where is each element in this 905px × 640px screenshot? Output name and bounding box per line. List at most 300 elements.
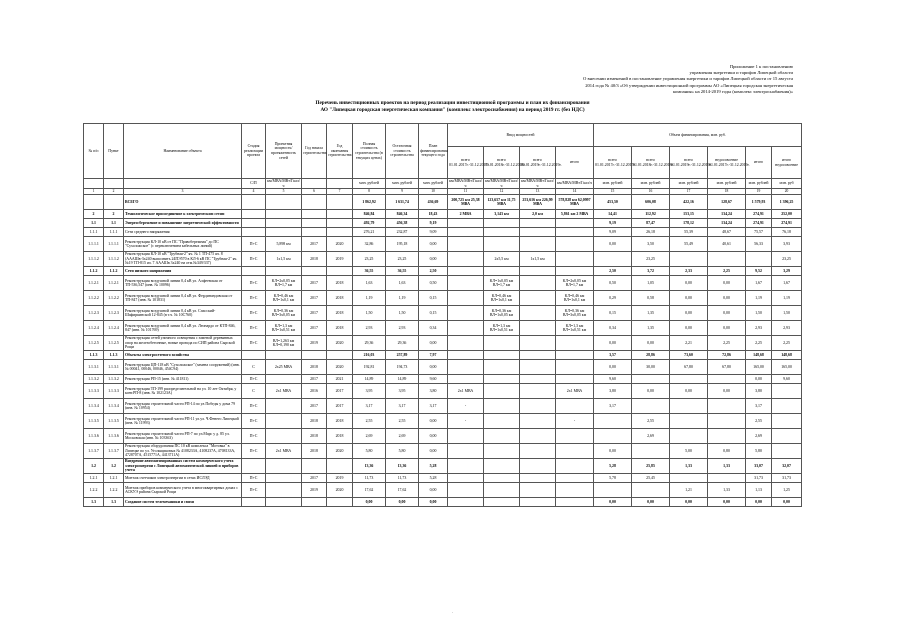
table-cell: 14,41 — [594, 210, 632, 219]
unit-cell: млн. рублей — [386, 179, 419, 189]
table-cell: 2,69 — [353, 429, 386, 444]
table-cell: 1.1 — [104, 219, 124, 228]
table-cell: 2018 — [327, 306, 353, 321]
table-cell: 2,0 км — [520, 210, 556, 219]
table-cell: П+С — [242, 444, 266, 459]
object-name-cell: Монтаж счетчиков электроэнергии в сетях ИСЛЭД — [124, 474, 242, 483]
table-cell: 2020 — [327, 483, 353, 498]
table-header — [84, 124, 802, 195]
table-row — [84, 267, 802, 276]
table-cell: 1.1.1.2 — [84, 252, 104, 267]
column-number-cell: 20 — [772, 189, 802, 195]
table-cell: 2,69 — [632, 429, 670, 444]
header-cell: всего 01.01.2017г.-31.12.2017г. — [594, 147, 632, 179]
table-cell: 2,93 — [746, 321, 772, 336]
table-cell: 1,33 — [708, 459, 746, 474]
unit-cell: млн. рублей — [632, 179, 670, 189]
header-cell: итого — [746, 147, 772, 179]
table-cell — [594, 414, 632, 429]
table-cell: 148,68 — [772, 351, 802, 360]
table-cell: 67,80 — [670, 360, 708, 375]
table-cell: 2,55 — [353, 414, 386, 429]
table-cell — [484, 375, 520, 384]
column-number-cell: 5 — [266, 189, 302, 195]
table-cell: 23,25 — [386, 252, 419, 267]
table-cell: П+С — [242, 252, 266, 267]
table-cell — [556, 267, 594, 276]
table-cell: 1,13 — [746, 483, 772, 498]
table-cell — [266, 219, 302, 228]
table-cell: 0,00 — [594, 444, 632, 459]
table-cell — [520, 219, 556, 228]
table-cell: 2017 — [302, 276, 327, 291]
table-cell: 195,18 — [386, 237, 419, 252]
table-cell — [520, 321, 556, 336]
table-cell: 0,58 — [632, 291, 670, 306]
table-cell: 257,89 — [386, 351, 419, 360]
table-cell: 1.1.3.6 — [104, 429, 124, 444]
table-cell — [266, 459, 302, 474]
table-cell: 274,91 — [772, 219, 802, 228]
table-cell: 1.1.1.2 — [104, 252, 124, 267]
table-cell: 1.1.2.1 — [84, 276, 104, 291]
table-cell — [556, 459, 594, 474]
table-cell: 2,33 — [670, 267, 708, 276]
table-cell: 23,25 — [632, 252, 670, 267]
table-cell: 2 — [84, 210, 104, 219]
table-cell — [520, 498, 556, 507]
table-cell: - — [448, 399, 484, 414]
table-cell: 1.1.3.5 — [84, 414, 104, 429]
table-row — [84, 237, 802, 252]
table-cell — [448, 360, 484, 375]
table-cell: 0,50 — [419, 276, 448, 291]
table-cell — [448, 276, 484, 291]
table-cell: 0,00 — [708, 498, 746, 507]
table-cell: 75,57 — [746, 228, 772, 237]
header-cell: недоосвоение 01.01.2017г.-31.12.2019г. — [708, 147, 746, 179]
column-number-cell: 4 — [242, 189, 266, 195]
table-cell — [632, 375, 670, 384]
table-cell — [266, 228, 302, 237]
table-cell: 1,50 — [772, 306, 802, 321]
table-cell — [556, 360, 594, 375]
table-cell: КЛ=0,46 км ВЛ=1x0,1 км — [266, 291, 302, 306]
table-row — [84, 384, 802, 399]
table-cell: 17,62 — [386, 483, 419, 498]
table-cell: 3,17 — [386, 399, 419, 414]
table-cell: 2,50 — [594, 267, 632, 276]
table-cell: 5,80 — [746, 444, 772, 459]
table-cell: 32,86 — [353, 237, 386, 252]
table-cell: 2,25 — [708, 336, 746, 351]
table-cell: 2020 — [327, 360, 353, 375]
table-cell — [670, 414, 708, 429]
table-cell — [746, 252, 772, 267]
table-cell: 0,15 — [594, 306, 632, 321]
table-cell — [520, 375, 556, 384]
table-cell: 3,50 — [632, 237, 670, 252]
table-cell: 5,898 км — [266, 237, 302, 252]
table-row — [84, 252, 802, 267]
table-cell: 3,17 — [594, 399, 632, 414]
table-cell: 0,00 — [670, 276, 708, 291]
table-cell: 3,17 — [746, 399, 772, 414]
table-cell: П+С — [242, 414, 266, 429]
unit-cell: млн. рублей — [419, 179, 448, 189]
table-cell — [520, 267, 556, 276]
unit-cell: км/МВА/МВт/Гкал/ч — [556, 179, 594, 189]
table-cell: 28,86 — [632, 351, 670, 360]
table-cell: 2018 — [302, 444, 327, 459]
table-cell: 1 396,25 — [772, 195, 802, 210]
table-cell — [520, 360, 556, 375]
table-cell: 1 631,74 — [386, 195, 419, 210]
table-cell: 1.3 — [84, 498, 104, 507]
table-cell: КЛ=1,3 км ВЛ=1x0,51 км — [266, 321, 302, 336]
table-cell: 1.1.3.7 — [84, 444, 104, 459]
table-cell: 87,47 — [632, 219, 670, 228]
table-cell: 36,55 — [353, 267, 386, 276]
table-cell: 2018 — [327, 414, 353, 429]
table-cell: 48,67 — [708, 228, 746, 237]
object-name-cell: Реконструкция воздушной линии 0,4 кВ ул. Спасский-Шафиркинской 12-845 (в т.ч. № 10C760) — [124, 306, 242, 321]
appendix-line: О внесении изменений в постановление управления энергетики и тарифов Липецкой области от 15 августа — [582, 76, 793, 82]
table-cell: 32,07 — [772, 459, 802, 474]
table-cell: 1.1.3.2 — [84, 375, 104, 384]
table-cell: 0,00 — [772, 498, 802, 507]
column-number-cell: 12 — [484, 189, 520, 195]
unit-cell: млн. рублей — [670, 179, 708, 189]
table-cell: 2,50 — [419, 267, 448, 276]
column-number-cell: 14 — [556, 189, 594, 195]
table-cell — [327, 351, 353, 360]
table-cell: 40,61 — [708, 237, 746, 252]
table-cell: 1,50 — [386, 306, 419, 321]
table-row — [84, 459, 802, 474]
investment-table-wrapper — [83, 123, 796, 507]
table-cell: 33,07 — [746, 459, 772, 474]
unit-cell: млн. руб — [772, 179, 802, 189]
object-name-cell: Сети низкого напряжения — [124, 267, 242, 276]
table-cell: 3,57 — [594, 351, 632, 360]
table-cell: 2,25 — [708, 267, 746, 276]
table-cell: 1.1.3.5 — [104, 414, 124, 429]
unit-cell — [84, 179, 104, 189]
table-cell — [484, 360, 520, 375]
table-cell: 3,143 км — [484, 210, 520, 219]
table-cell — [484, 414, 520, 429]
table-cell: 11,73 — [386, 474, 419, 483]
header-cell: всего 01.01.2019г.-31.12.2019г. — [520, 147, 556, 179]
table-cell — [327, 219, 353, 228]
table-cell — [302, 498, 327, 507]
table-cell: 2020 — [327, 336, 353, 351]
header-cell: Проектная мощность/протяженность сетей — [266, 124, 302, 179]
column-number-cell: 13 — [520, 189, 556, 195]
table-cell: 0,34 — [419, 321, 448, 336]
table-cell: 0,00 — [632, 384, 670, 399]
table-row — [84, 336, 802, 351]
table-cell: 2018 — [327, 321, 353, 336]
table-cell: - — [556, 414, 594, 429]
unit-cell — [327, 179, 353, 189]
table-cell — [327, 210, 353, 219]
table-cell: 3,17 — [419, 399, 448, 414]
table-cell: 0,00 — [670, 306, 708, 321]
header-cell: План финансирования текущего года — [419, 124, 448, 179]
table-cell: П+С — [242, 375, 266, 384]
table-cell: П+С — [242, 237, 266, 252]
table-cell: 2017 — [302, 306, 327, 321]
table-cell: 55,39 — [670, 228, 708, 237]
table-body — [84, 195, 802, 507]
table-cell: 1 579,93 — [746, 195, 772, 210]
table-cell: 1.1.2.3 — [104, 306, 124, 321]
table-cell: 1.1.3.6 — [84, 429, 104, 444]
table-cell: 1.3 — [104, 498, 124, 507]
table-cell — [484, 384, 520, 399]
table-cell — [484, 351, 520, 360]
table-cell: П+С — [242, 336, 266, 351]
object-name-cell: Реконструкция КЛ-10 кВ "Трубная-2" яч. № 1 ТП-475 яч. 8 (АААШв-3х240 выполнить 24ПЭ570 в КЛ-6 кВ ПС "Трубная-2" яч. №19 ТП-815 яч. 7 АААШв 3х240 на отм.№349/337) — [124, 252, 242, 267]
table-cell: 2,25 — [772, 336, 802, 351]
table-cell: 0,80 — [708, 444, 746, 459]
table-cell: 2019 — [327, 474, 353, 483]
table-cell: 1,33 — [708, 483, 746, 498]
appendix-line: управления энергетики и тарифов Липецкой области — [689, 70, 793, 76]
table-cell: 30,00 — [632, 360, 670, 375]
unit-cell: млн. рублей — [594, 179, 632, 189]
object-name-cell: Реконструкция РП-15 (инв. № 411811) — [124, 375, 242, 384]
table-cell: 0,00 — [670, 498, 708, 507]
table-cell: 846,34 — [386, 210, 419, 219]
table-cell — [670, 252, 708, 267]
table-cell — [520, 228, 556, 237]
table-cell: 200,725 км 25,38 МВА — [448, 195, 484, 210]
header-cell: Наименование объекта — [124, 124, 242, 179]
object-name-cell: Внедрение автоматизированных систем коммерческого учета электроэнергии с Липецкой автоматической линией и приборов учета — [124, 459, 242, 474]
table-cell: 1.1.1.1 — [104, 237, 124, 252]
table-cell: 5,78 — [594, 474, 632, 483]
table-cell: 0,00 — [594, 336, 632, 351]
table-cell — [772, 414, 802, 429]
table-cell — [448, 306, 484, 321]
table-cell: 1.2 — [104, 459, 124, 474]
table-cell: 165,00 — [746, 360, 772, 375]
table-cell: 1,50 — [353, 306, 386, 321]
table-cell: 2 — [104, 210, 124, 219]
table-cell: 3,72 — [632, 267, 670, 276]
table-cell: 29,36 — [353, 336, 386, 351]
object-name-cell: Реконструкция строительной части РП-14 по ул.Победы у дома 79 (инв. № 10954) — [124, 399, 242, 414]
table-cell: 5,28 — [594, 459, 632, 474]
table-cell — [448, 498, 484, 507]
header-cell: всего 01.01.2017г.-31.12.2017г. — [448, 147, 484, 179]
table-cell — [772, 399, 802, 414]
header-cell: Остаточная стоимость строительства — [386, 124, 419, 179]
object-name-cell: Реконструкция строительной части РП-7 по ул.Марс у д. 85 ул. Московская (инв. № 103363) — [124, 429, 242, 444]
table-cell: 0,00 — [746, 375, 772, 384]
table-row — [84, 399, 802, 414]
table-cell: 5,80 — [386, 444, 419, 459]
column-number-cell: 3 — [124, 189, 242, 195]
table-cell: 3,29 — [772, 267, 802, 276]
table-cell: 1.1.3.4 — [104, 399, 124, 414]
column-number-cell: 11 — [448, 189, 484, 195]
object-name-cell: Реконструкция воздушной линии 0,4 кВ ул. Алфеевская от ТП-536,547 (инв. № 10096) — [124, 276, 242, 291]
table-cell: 5,80 — [353, 444, 386, 459]
table-cell — [484, 429, 520, 444]
table-cell: 13,36 — [386, 459, 419, 474]
table-cell: 2019 — [302, 483, 327, 498]
object-name-cell: Монтаж приборов коммерческого учета в многоквартирных домах с АСКУЭ района Сырской Рощи — [124, 483, 242, 498]
table-cell — [484, 336, 520, 351]
table-cell: 0,34 — [594, 321, 632, 336]
table-cell: 0,15 — [419, 291, 448, 306]
table-cell: 134,24 — [708, 219, 746, 228]
table-cell: 1,19 — [772, 291, 802, 306]
object-name-cell: ВСЕГО — [124, 195, 242, 210]
table-cell: 436,69 — [419, 195, 448, 210]
table-cell: 1.1.2.4 — [84, 321, 104, 336]
table-cell: 2,55 — [632, 414, 670, 429]
unit-cell: млн. рублей — [353, 179, 386, 189]
table-cell — [556, 429, 594, 444]
table-cell: 2 МВА — [448, 210, 484, 219]
table-cell: П+С — [242, 306, 266, 321]
unit-cell: км/МВА/МВт/Гкал/ч — [449, 179, 482, 188]
table-cell: 2017 — [302, 375, 327, 384]
table-cell: 0,00 — [632, 498, 670, 507]
table-cell — [484, 237, 520, 252]
table-row — [84, 306, 802, 321]
table-cell: 0,00 — [670, 384, 708, 399]
table-cell: 0,15 — [419, 306, 448, 321]
table-cell — [632, 444, 670, 459]
table-cell: 2018 — [327, 291, 353, 306]
table-cell: 9,60 — [419, 375, 448, 384]
table-cell — [84, 195, 104, 210]
table-cell: 5,28 — [419, 459, 448, 474]
table-cell: 3,80 — [419, 384, 448, 399]
table-cell — [302, 459, 327, 474]
group-header-finance: Объем финансирования, млн. руб. — [594, 124, 802, 147]
title-line-2: АО "Липецкая городская энергетическая компания" (комплекс электроснабжения) на период 2019 гг. (без НДС) — [320, 107, 585, 113]
table-cell: 456,38 — [386, 219, 419, 228]
table-cell: 0,00 — [419, 444, 448, 459]
table-cell: 0,00 — [708, 306, 746, 321]
table-cell: 2x1 МВА — [266, 444, 302, 459]
table-cell — [772, 444, 802, 459]
table-cell: 5,28 — [419, 474, 448, 483]
unit-cell — [124, 179, 242, 189]
table-cell: 1.1.2.1 — [104, 276, 124, 291]
column-number-cell: 7 — [327, 189, 353, 195]
table-cell — [448, 444, 484, 459]
column-number-cell: 6 — [302, 189, 327, 195]
table-cell: 72,86 — [708, 351, 746, 360]
unit-cell: млн. рублей — [708, 179, 746, 189]
table-cell: С — [242, 360, 266, 375]
header-row-group — [84, 124, 802, 147]
appendix-line: компания» на 2014-2019 годы (комплекс электроснабжения)» — [673, 88, 793, 94]
table-cell: 216,03 — [353, 351, 386, 360]
table-cell: 2016 — [302, 384, 327, 399]
table-cell: 55,49 — [670, 237, 708, 252]
table-cell: 0,00 — [594, 360, 632, 375]
table-cell: 0,00 — [419, 483, 448, 498]
table-cell — [448, 228, 484, 237]
table-cell — [520, 474, 556, 483]
table-cell: 3,17 — [353, 399, 386, 414]
table-cell: 2,55 — [746, 414, 772, 429]
table-cell: 2018 — [327, 276, 353, 291]
table-cell — [266, 498, 302, 507]
object-name-cell: Реконструкция ТП-199 распределительной на ул. 10 лет Октября, у конт.РП-8 (инв. № 102123А) — [124, 384, 242, 399]
table-cell: 1.1.2.4 — [104, 321, 124, 336]
header-cell: Стадия реализации проекта — [242, 124, 266, 179]
table-cell — [670, 474, 708, 483]
table-cell — [520, 237, 556, 252]
table-cell: 1,50 — [746, 306, 772, 321]
table-cell — [266, 210, 302, 219]
table-cell: П+С — [242, 483, 266, 498]
header-cell: Пункт — [104, 124, 124, 179]
table-cell: 1.1.3 — [84, 351, 104, 360]
object-name-cell: Технологическое присоединение к электрическим сетям — [124, 210, 242, 219]
table-cell: КЛ=0,46 км ВЛ=1x0,1 км — [556, 291, 594, 306]
column-number-cell: 10 — [419, 189, 448, 195]
header-cell: итого недоосвоение — [772, 147, 802, 179]
object-name-cell: Энергосбережение и повышение энергетической эффективности — [124, 219, 242, 228]
table-cell: 1.2 — [84, 459, 104, 474]
table-cell: 13,36 — [353, 459, 386, 474]
table-cell: 2x1 МВА — [448, 384, 484, 399]
column-number-cell: 15 — [594, 189, 632, 195]
table-cell — [670, 375, 708, 384]
table-cell — [448, 429, 484, 444]
table-cell — [520, 459, 556, 474]
table-cell — [670, 429, 708, 444]
table-cell — [484, 399, 520, 414]
table-cell: 1.1.1.1 — [84, 237, 104, 252]
table-cell: 14,89 — [353, 375, 386, 384]
table-cell — [708, 252, 746, 267]
table-cell — [302, 228, 327, 237]
table-cell: 17,62 — [353, 483, 386, 498]
table-cell — [556, 228, 594, 237]
table-cell: 1.1.2.2 — [84, 291, 104, 306]
table-cell — [266, 351, 302, 360]
table-row — [84, 219, 802, 228]
column-number-cell: 16 — [632, 189, 670, 195]
table-cell — [327, 498, 353, 507]
document-title — [140, 100, 765, 114]
table-cell: 0,00 — [632, 336, 670, 351]
table-cell — [772, 384, 802, 399]
table-cell: 1.1.3.7 — [104, 444, 124, 459]
table-cell — [520, 291, 556, 306]
table-cell — [242, 498, 266, 507]
table-cell: 1,33 — [670, 459, 708, 474]
table-cell: 1.1.3.1 — [104, 360, 124, 375]
table-cell: П+С — [242, 429, 266, 444]
title-line-1: Перечень инвестиционных проектов на период реализации инвестиционной программы и план их финансирования — [315, 100, 590, 106]
table-cell: 2021 — [327, 375, 353, 384]
table-cell — [448, 459, 484, 474]
table-cell — [708, 474, 746, 483]
